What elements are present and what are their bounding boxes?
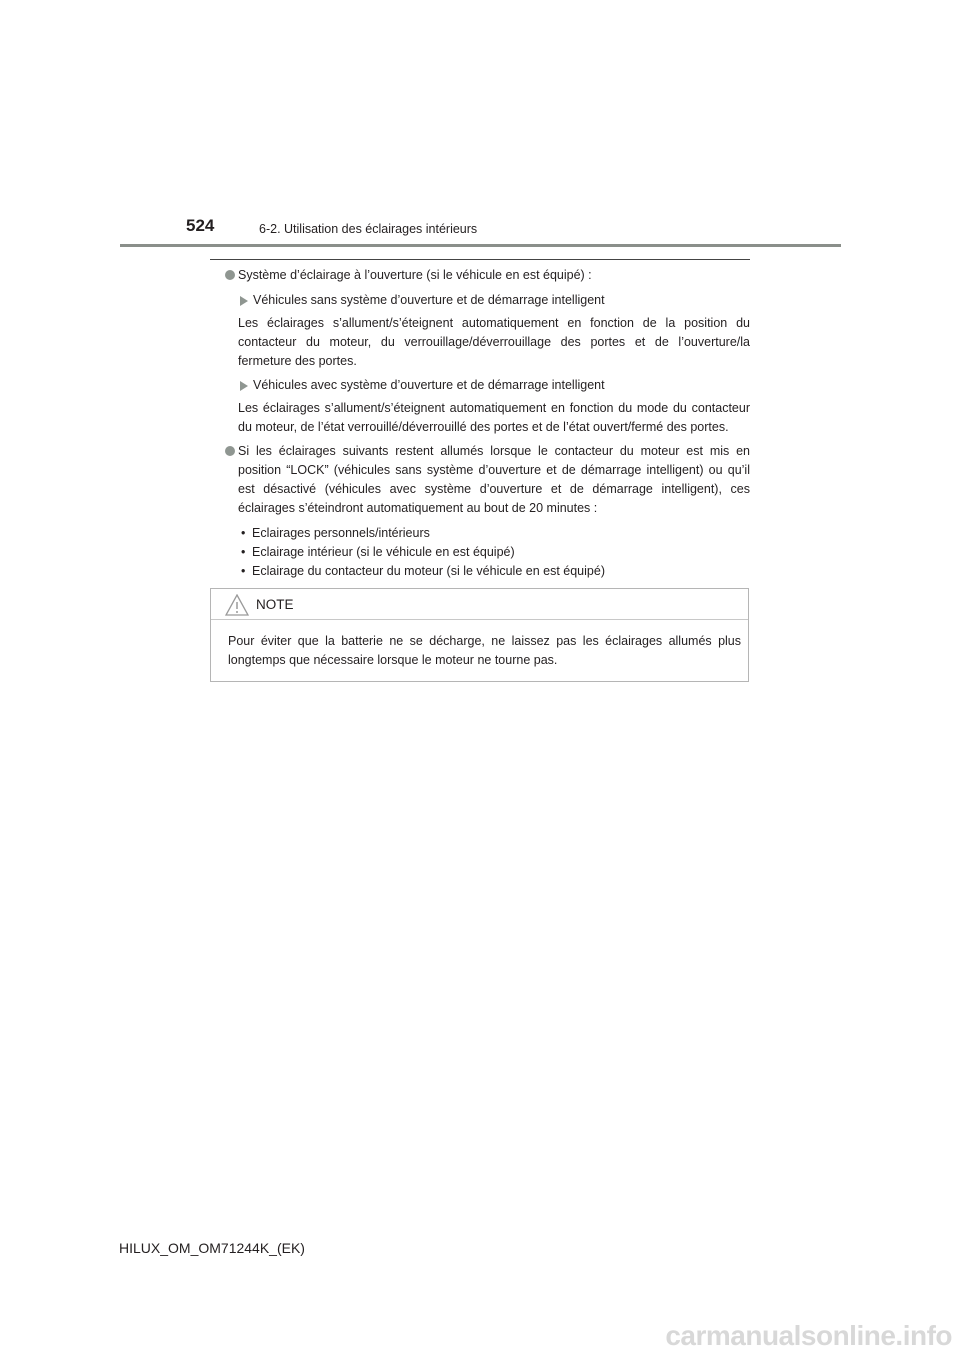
triangle-bullet-icon xyxy=(240,296,248,306)
paragraph-without-smart-key: Les éclairages s’allument/s’éteignent automatiquement en fonction de la position du contacteur du moteur, du verrouillage/déverrouillage des portes et de l’ouverture/la fermeture des portes. xyxy=(238,316,750,368)
note-box xyxy=(210,588,749,682)
note-title: NOTE xyxy=(256,597,294,612)
sub-heading-with-smart-key xyxy=(222,376,750,395)
section-title: 6-2. Utilisation des éclairages intérieurs xyxy=(259,222,478,236)
bullet-mark: • xyxy=(241,526,246,540)
list-item-text: Eclairages personnels/intérieurs xyxy=(252,526,430,540)
document-id: HILUX_OM_OM71244K_(EK) xyxy=(119,1240,305,1256)
list-item xyxy=(238,524,750,543)
list-item-text: Eclairage intérieur (si le véhicule en est équipé) xyxy=(252,545,515,559)
sub-heading-without-smart-key xyxy=(222,291,750,310)
watermark-text: carmanualsonline.info xyxy=(665,1320,952,1351)
list-item xyxy=(238,562,750,581)
sub-heading-text: Véhicules sans système d’ouverture et de démarrage intelligent xyxy=(253,293,605,307)
bullet-dot-icon xyxy=(225,446,235,456)
list-item xyxy=(238,543,750,562)
page-number: 524 xyxy=(186,216,215,235)
content-area xyxy=(222,266,750,581)
header-rule xyxy=(120,244,841,247)
content-rule xyxy=(210,259,750,260)
bullet-mark: • xyxy=(241,564,246,578)
lights-list xyxy=(222,524,750,581)
sub-heading-text: Véhicules avec système d’ouverture et de démarrage intelligent xyxy=(253,378,605,392)
bullet-entry-lighting xyxy=(222,266,750,285)
bullet-mark: • xyxy=(241,545,246,559)
bullet-auto-off xyxy=(222,442,750,518)
paragraph-with-smart-key: Les éclairages s’allument/s’éteignent automatiquement en fonction du mode du contacteur du moteur, de l’état verrouillé/déverrouillé des portes et de l’état ouvert/fermé des portes. xyxy=(238,401,750,434)
note-text: Pour éviter que la batterie ne se décharge, ne laissez pas les éclairages allumés plus longtemps que nécessaire lorsque le moteur ne tourne pas. xyxy=(228,634,741,667)
bullet-title: Système d’éclairage à l’ouverture (si le véhicule en est équipé) : xyxy=(238,268,592,282)
list-item-text: Eclairage du contacteur du moteur (si le véhicule en est équipé) xyxy=(252,564,605,578)
triangle-bullet-icon xyxy=(240,381,248,391)
note-header xyxy=(211,589,748,620)
bullet-text: Si les éclairages suivants restent allumés lorsque le contacteur du moteur est mis en position “LOCK” (véhicules sans système d’ouverture et de démarrage intelligent) ou qu’il est désactivé (véhicules avec système d’ouverture et de démarrage intelligent), ces éclairages s’éteindront automatiquement au bout de 20 minutes : xyxy=(238,444,750,515)
warning-icon xyxy=(225,594,249,621)
bullet-dot-icon xyxy=(225,270,235,280)
